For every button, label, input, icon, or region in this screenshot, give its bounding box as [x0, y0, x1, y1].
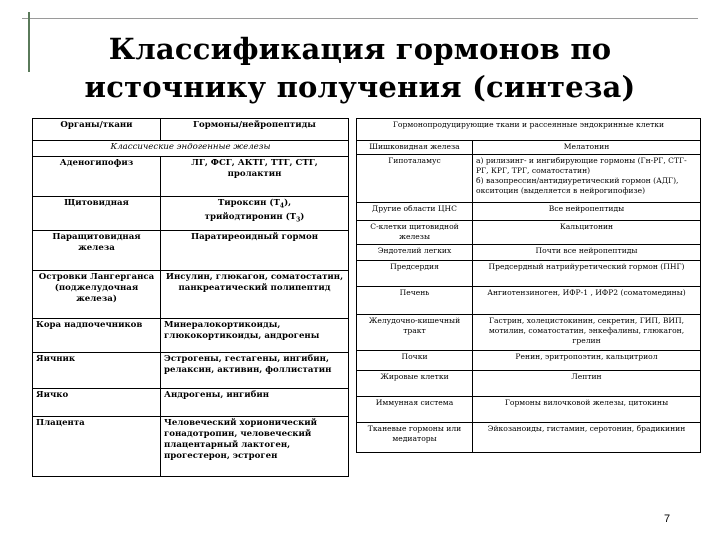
organ-cell: Плацента: [33, 417, 161, 477]
table-row: [33, 231, 349, 271]
tissue-cell: Другие области ЦНС: [357, 203, 473, 221]
left-header-row: [33, 119, 349, 141]
tissue-cell: Эндотелий легких: [357, 245, 473, 261]
hormones-cell: Человеческий хорионический гонадотропин, человеческий плацентарный лактоген, прогестерон, эстроген: [161, 417, 349, 477]
hormones-cell: Паратиреоидный гормон: [161, 231, 349, 271]
title-line-2: источнику получения (синтеза): [84, 70, 636, 104]
table-row: [33, 197, 349, 231]
table-row: [33, 353, 349, 389]
hormones-cell: Андрогены, ингибин: [161, 389, 349, 417]
tissue-cell: Гипоталамус: [357, 155, 473, 203]
organ-cell: Островки Лангерганса (поджелудочная железа): [33, 271, 161, 319]
page-number: 7: [664, 513, 671, 525]
tissue-cell: Жировые клетки: [357, 371, 473, 397]
left-section-row: [33, 141, 349, 157]
hormones-cell: [473, 155, 701, 203]
hormones-cell: Эстрогены, гестагены, ингибин, релаксин, активин, фоллистатин: [161, 353, 349, 389]
thyroxine-text-2: ),: [284, 198, 292, 208]
triiodothyronine-text: трийодтиронин (Т: [204, 211, 297, 222]
hormones-cell: Мелатонин: [473, 141, 701, 155]
table-row: [33, 417, 349, 477]
table-row: [357, 203, 701, 221]
table-row: [33, 389, 349, 417]
tissue-cell: Иммунная система: [357, 397, 473, 423]
hormones-cell: Почти все нейропептиды: [473, 245, 701, 261]
title-line-1: Классификация гормонов по: [108, 32, 612, 66]
table-row: [357, 261, 701, 287]
hormones-cell: Тироксин $(Т_4)$, трийодтиронин $(Т_3)$: [161, 197, 349, 231]
table-row: [33, 319, 349, 353]
table-row: [33, 271, 349, 319]
hormones-cell: Ангиотензиноген, ИФР-1 , ИФР2 (соматомедины): [473, 287, 701, 315]
table-row: [357, 287, 701, 315]
hormones-cell: ЛГ, ФСГ, АКТГ, ТТГ, СТГ, пролактин: [161, 157, 349, 197]
left-header-organ: Органы/ткани: [33, 119, 161, 141]
hormones-cell: Ренин, эритропоэтин, кальцитриол: [473, 351, 701, 371]
hypothalamus-hormones-a: а) рилизинг- и ингибирующие гормоны (Гн-РГ, СТГ-РГ, КРГ, ТРГ, соматостатин): [476, 156, 687, 175]
decorative-left-bar: [28, 12, 30, 72]
hormones-cell: Инсулин, глюкагон, соматостатин, панкреатический полипептид: [161, 271, 349, 319]
triiodothyronine-text-2: ): [300, 211, 305, 222]
tissue-cell: Печень: [357, 287, 473, 315]
table-row: [357, 351, 701, 371]
decorative-top-line: [22, 18, 698, 19]
table-row: [357, 245, 701, 261]
tissue-cell: Почки: [357, 351, 473, 371]
table-row: [357, 221, 701, 245]
table-row: [357, 155, 701, 203]
table-row: [357, 315, 701, 351]
organ-cell: Яичко: [33, 389, 161, 417]
organ-cell: Кора надпочечников: [33, 319, 161, 353]
hormones-cell: Лептин: [473, 371, 701, 397]
tissue-cell: Тканевые гормоны или медиаторы: [357, 423, 473, 453]
organ-cell: Щитовидная: [33, 197, 161, 231]
slide-title: [40, 30, 680, 106]
table-row: [357, 397, 701, 423]
hormones-cell: Эйкозаноиды, гистамин, серотонин, брадикинин: [473, 423, 701, 453]
left-header-hormones: Гормоны/нейропептиды: [161, 119, 349, 141]
tissue-cell: С-клетки щитовидной железы: [357, 221, 473, 245]
table-row: [33, 157, 349, 197]
hypothalamus-hormones-b: б) вазопрессин/антидиуретический гормон (АДГ), окситоцин (выделяется в нейрогипофизе): [476, 176, 679, 195]
left-table: [32, 118, 349, 477]
hormones-cell: Кальцитонин: [473, 221, 701, 245]
table-row: [357, 141, 701, 155]
right-header-row: [357, 119, 701, 141]
hormones-cell: Гастрин, холецистокинин, секретин, ГИП, ВИП, мотилин, соматостатин, энкефалины, глюкагон, грелин: [473, 315, 701, 351]
table-row: [357, 371, 701, 397]
right-header: Гормонопродуцирующие ткани и рассеянные эндокринные клетки: [357, 119, 701, 141]
table-row: [357, 423, 701, 453]
hormones-cell: Минералокортикоиды, глюкокортикоиды, андрогены: [161, 319, 349, 353]
organ-cell: Аденогипофиз: [33, 157, 161, 197]
tissue-cell: Шишковидная железа: [357, 141, 473, 155]
right-table: [356, 118, 701, 453]
organ-cell: Яичник: [33, 353, 161, 389]
left-section-title: Классические эндогенные железы: [33, 141, 349, 157]
thyroxine-text: Тироксин (Т: [217, 198, 280, 208]
organ-cell: Паращитовидная железа: [33, 231, 161, 271]
hormones-cell: Все нейропептиды: [473, 203, 701, 221]
tissue-cell: Предсердия: [357, 261, 473, 287]
tissue-cell: Желудочно-кишечный тракт: [357, 315, 473, 351]
hormones-cell: Гормоны вилочковой железы, цитокины: [473, 397, 701, 423]
hormones-cell: Предсердный натрийуретический гормон (ПНГ): [473, 261, 701, 287]
